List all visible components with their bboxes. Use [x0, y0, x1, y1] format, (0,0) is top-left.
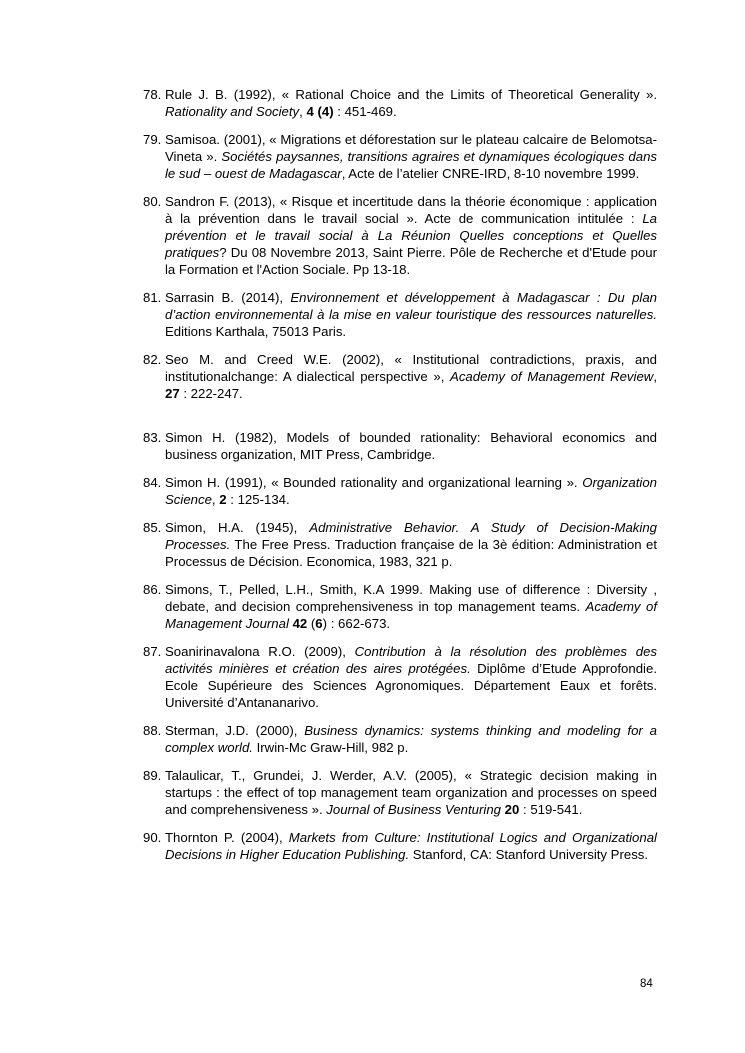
reference-segment: Sandron F. (2013), « Risque et incertitude dans la théorie économique : application à la prévention dans le travail social ». Acte de communication intitulée : [165, 194, 657, 226]
reference-number: 85. [143, 520, 162, 535]
reference-text [165, 289, 657, 340]
reference-number: 90. [143, 830, 162, 845]
reference-volume-bold: 4 (4) [306, 104, 334, 119]
reference-text [165, 767, 657, 818]
reference-text [165, 351, 657, 402]
reference-title-italic: La prévention et le travail social à La Réunion Quelles conceptions et Quelles pratiques [165, 211, 657, 260]
reference-title-italic: Markets from Culture: Institutional Logics and Organizational Decisions in Higher Education Publishing. [165, 830, 657, 862]
reference-segment: , [299, 104, 307, 119]
reference-item [143, 193, 657, 278]
reference-volume-bold: 6 [315, 616, 323, 631]
reference-segment: : 451-469. [333, 104, 397, 119]
reference-item [143, 581, 657, 632]
reference-number: 88. [143, 723, 162, 738]
reference-item [143, 643, 657, 711]
reference-segment: Irwin-Mc Graw-Hill, 982 p. [252, 740, 409, 755]
reference-number: 82. [143, 352, 162, 367]
reference-item [143, 429, 657, 463]
reference-item [143, 131, 657, 182]
reference-segment: Rule J. B. (1992), « Rational Choice and the Limits of Theoretical Generality ». [165, 87, 657, 102]
reference-segment: Talaulicar, T., Grundei, J. Werder, A.V. (2005), « Strategic decision making in startups : the effect of top management team organization and processes on speed and comprehensiveness ». [165, 768, 657, 817]
reference-item [143, 351, 657, 402]
reference-number: 87. [143, 644, 162, 659]
reference-text [165, 643, 657, 711]
reference-text [165, 519, 657, 570]
reference-item [143, 722, 657, 756]
reference-volume-bold: 20 [504, 802, 520, 817]
reference-title-italic: Academy of Management Journal [165, 599, 657, 631]
reference-text [165, 829, 657, 863]
reference-segment: Editions Karthala, 75013 Paris. [165, 324, 347, 339]
reference-title-italic: Rationality and Society [165, 104, 300, 119]
reference-segment: ( [307, 616, 316, 631]
reference-item [143, 474, 657, 508]
reference-volume-bold: 27 [165, 386, 180, 401]
reference-list [143, 86, 657, 874]
reference-title-italic: Academy of Management Review [450, 369, 654, 384]
reference-item [143, 86, 657, 120]
reference-segment: , [211, 492, 220, 507]
reference-title-italic: Sociétés paysannes, transitions agraires et dynamiques écologiques dans le sud – ouest de Madagascar [165, 149, 658, 181]
reference-volume-bold: 42 [292, 616, 308, 631]
reference-number: 84. [143, 475, 162, 490]
reference-segment: Simon H. (1991), « Bounded rationality and organizational learning ». [165, 475, 583, 490]
reference-segment: Soanirinavalona R.O. (2009), [165, 644, 355, 659]
reference-number: 81. [143, 290, 162, 305]
reference-title-italic: Contribution à la résolution des problèmes des activités minières et création des aires protégées. [165, 644, 657, 676]
reference-segment: Seo M. and Creed W.E. (2002), « Institutional contradictions, praxis, and institutionalchange: A dialectical perspective », [165, 352, 657, 384]
reference-segment: Sterman, J.D. (2000), [165, 723, 305, 738]
reference-segment: : 519-541. [519, 802, 583, 817]
reference-title-italic: Organization Science [165, 475, 657, 507]
reference-segment: , [653, 369, 657, 384]
reference-number: 83. [143, 430, 162, 445]
reference-segment: ? Du 08 Novembre 2013, Saint Pierre. Pôle de Recherche et d'Etude pour la Formation et l'Action Sociale. Pp 13-18. [165, 245, 657, 277]
reference-item [143, 829, 657, 863]
reference-title-italic: Journal of Business Venturing [326, 802, 501, 817]
reference-number: 79. [143, 132, 162, 147]
reference-segment: Samisoa. (2001), « Migrations et déforestation sur le plateau calcaire de Belomotsa-Vineta ». [165, 132, 657, 164]
reference-title-italic: Environnement et développement à Madagascar : Du plan d’action environnemental à la mise en valeur touristique des ressources naturelles. [165, 290, 657, 322]
reference-number: 78. [143, 87, 162, 102]
reference-text [165, 86, 657, 120]
reference-segment: The Free Press. Traduction française de la 3è édition: Administration et Processus de Décision. Economica, 1983, 321 p. [165, 537, 657, 569]
reference-item [143, 519, 657, 570]
reference-segment: , Acte de l’atelier CNRE-IRD, 8-10 novembre 1999. [341, 166, 640, 181]
reference-segment: : 125-134. [226, 492, 290, 507]
reference-segment: Simons, T., Pelled, L.H., Smith, K.A 1999. Making use of difference : Diversity , debate, and decision comprehensiveness in top management teams. [165, 582, 657, 614]
reference-title-italic: Business dynamics: systems thinking and modeling for a complex world. [165, 723, 657, 755]
reference-item [143, 767, 657, 818]
page-number: 84 [640, 978, 653, 990]
reference-number: 80. [143, 194, 162, 209]
reference-text [165, 474, 657, 508]
reference-text [165, 131, 657, 182]
reference-segment: Simon H. (1982), Models of bounded rationality: Behavioral economics and business organization, MIT Press, Cambridge. [165, 430, 657, 462]
reference-segment: ) : 662-673. [322, 616, 391, 631]
reference-text [165, 193, 657, 278]
reference-number: 86. [143, 582, 162, 597]
reference-segment: Simon, H.A. (1945), [165, 520, 310, 535]
reference-text [165, 722, 657, 756]
reference-segment: Sarrasin B. (2014), [165, 290, 291, 305]
reference-segment: Thornton P. (2004), [165, 830, 289, 845]
reference-item [143, 289, 657, 340]
reference-volume-bold: 2 [219, 492, 227, 507]
reference-segment: Diplôme d’Etude Approfondie. Ecole Supérieure des Sciences Agronomiques. Département Eaux et forêts. Université d’Antananarivo. [165, 661, 657, 710]
reference-text [165, 581, 657, 632]
reference-segment: : 222-247. [179, 386, 243, 401]
reference-number: 89. [143, 768, 162, 783]
reference-text [165, 429, 657, 463]
reference-title-italic: Administrative Behavior. A Study of Decision-Making Processes. [165, 520, 657, 552]
reference-segment: Stanford, CA: Stanford University Press. [409, 847, 649, 862]
